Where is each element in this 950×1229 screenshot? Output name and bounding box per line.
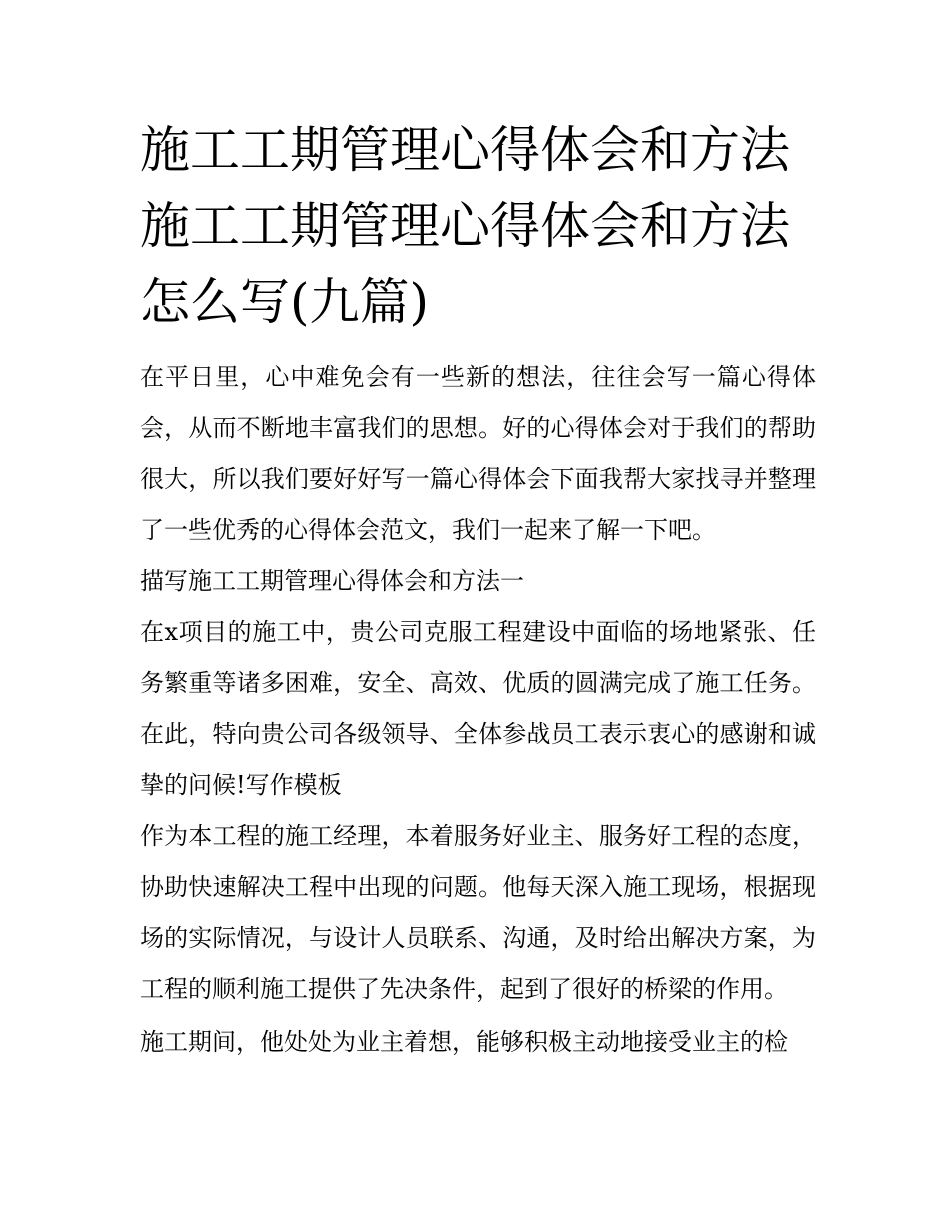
- body-paragraph: 在x项目的施工中，贵公司克服工程建设中面临的场地紧张、任务繁重等诸多困难，安全、高效、优质的圆满完成了施工任务。在此，特向贵公司各级领导、全体参战员工表示衷心的感谢和诚挚的问候!写作模板: [140, 618, 816, 799]
- title-line-1: 施工工期管理心得体会和方法: [140, 121, 790, 179]
- document-title: [140, 112, 816, 340]
- body-paragraph: 作为本工程的施工经理，本着服务好业主、服务好工程的态度，协助快速解决工程中出现的问题。他每天深入施工现场，根据现场的实际情况，与设计人员联系、沟通，及时给出解决方案，为工程的顺利施工提供了先决条件，起到了很好的桥梁的作用。: [140, 822, 816, 1003]
- title-line-3: 怎么写(九篇): [140, 273, 430, 331]
- section-heading: 描写施工工期管理心得体会和方法一: [140, 567, 524, 595]
- body-paragraph: 施工期间，他处处为业主着想，能够积极主动地接受业主的检: [140, 1028, 788, 1056]
- document-body: [140, 112, 816, 1068]
- title-line-2: 施工工期管理心得体会和方法: [140, 197, 790, 255]
- intro-paragraph: 在平日里，心中难免会有一些新的想法，往往会写一篇心得体会，从而不断地丰富我们的思想。好的心得体会对于我们的帮助很大，所以我们要好好写一篇心得体会下面我帮大家找寻并整理了一些优秀的心得体会范文，我们一起来了解一下吧。: [140, 363, 816, 544]
